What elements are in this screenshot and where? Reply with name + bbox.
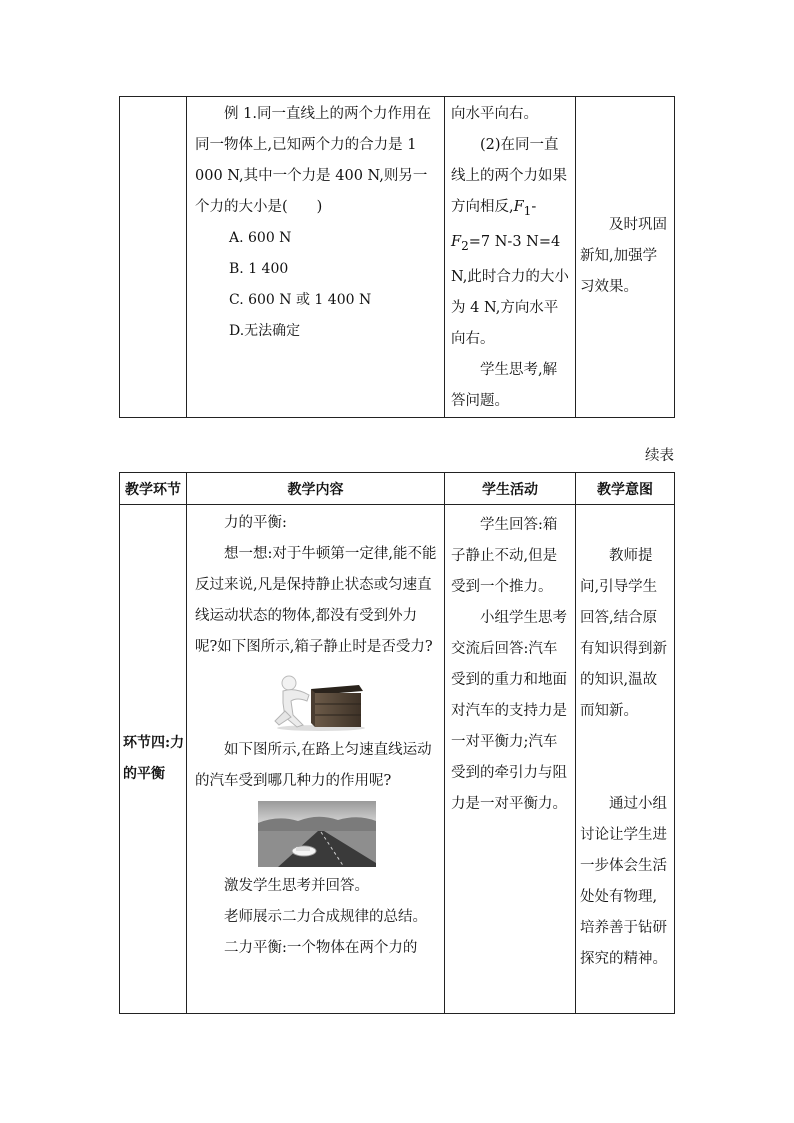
intent-p2: 通过小组讨论让学生进一步体会生活处处有物理,培养善于钻研探究的精神。: [580, 796, 667, 967]
intent-p1: 教师提问,引导学生回答,结合原有知识得到新的知识,温故而知新。: [580, 548, 667, 719]
student-activity-cell: [445, 97, 576, 418]
content-p1: 力的平衡:: [224, 515, 287, 531]
activity-p1: 学生回答:箱子静止不动,但是受到一个推力。: [451, 517, 558, 595]
box-push-figure: [195, 667, 438, 731]
example-question: 例 1.同一直线上的两个力作用在同一物体上,已知两个力的合力是 1 000 N,其中一个力是 400 N,则另一个力的大小是( ): [195, 106, 431, 215]
header-section: 教学环节: [120, 473, 187, 505]
content-p5: 老师展示二力合成规律的总结。: [224, 909, 427, 925]
content-p4: 激发学生思考并回答。: [224, 878, 369, 894]
intent-text: 及时巩固新知,加强学习效果。: [580, 217, 667, 296]
student-activity-cell: [445, 505, 576, 1014]
option-d: D.无法确定: [229, 323, 301, 339]
section-cell: [120, 505, 187, 1014]
option-c: C. 600 N 或 1 400 N: [229, 292, 372, 308]
car-road-figure: [195, 801, 438, 867]
activity-p2: 小组学生思考交流后回答:汽车受到的重力和地面对汽车的支持力是一对平衡力;汽车受到的牵引力与阻力是一对平衡力。: [451, 610, 567, 812]
content-p3: 如下图所示,在路上匀速直线运动的汽车受到哪几种力的作用呢?: [195, 742, 432, 789]
header-content: 教学内容: [187, 473, 445, 505]
content-cell: [187, 97, 445, 418]
section-label: 环节四:力的平衡: [123, 735, 185, 782]
section-row: [120, 505, 675, 1014]
content-p2: 想一想:对于牛顿第一定律,能不能反过来说,凡是保持静止状态或匀速直线运动状态的物体,都没有受到外力呢?如下图所示,箱子静止时是否受力?: [195, 546, 437, 655]
lesson-table: [119, 472, 675, 1014]
student-text-2: (2)在同一直线上的两个力如果方向相反$,F_1-F_2=7$ N-3 N=4 N,此时合力的大小为 4 N,方向水平向右。: [451, 137, 569, 347]
intent-cell: [576, 505, 675, 1014]
content-cell: [187, 505, 445, 1014]
content-p6: 二力平衡:一个物体在两个力的: [224, 940, 418, 956]
header-row: [120, 473, 675, 505]
student-text-3: 学生思考,解答问题。: [451, 361, 558, 409]
car-on-road-image: [258, 801, 376, 867]
intent-cell: [576, 97, 675, 418]
section-cell-empty: [120, 97, 187, 418]
table-continued-top: [119, 96, 675, 418]
pushing-box-image: [269, 667, 365, 731]
option-b: B. 1 400: [229, 261, 289, 277]
continued-label: 续表: [645, 448, 674, 464]
student-text-1: 向水平向右。: [451, 106, 538, 122]
header-activity: 学生活动: [445, 473, 576, 505]
option-a: A. 600 N: [229, 230, 292, 246]
header-intent: 教学意图: [576, 473, 675, 505]
intent-spacer: [580, 727, 670, 789]
